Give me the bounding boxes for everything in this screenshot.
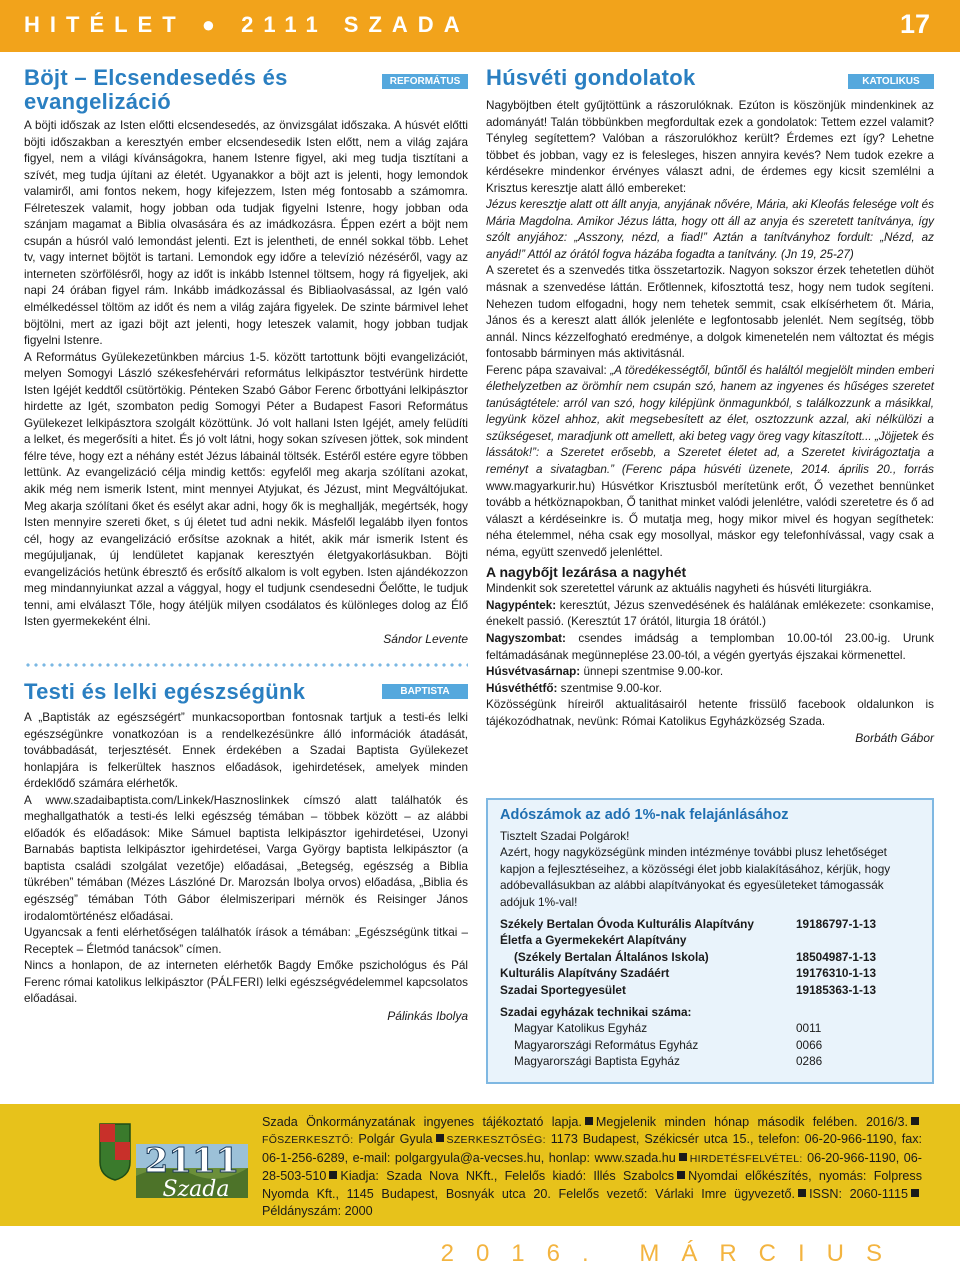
article-body-bojt [24,118,468,631]
article-head-testi [24,680,468,704]
imprint-footer [0,1104,960,1226]
article-title-bojt: Böjt – Elcsendesedés és evangelizáció [24,65,288,114]
imprint-key: SZERKESZTŐSÉG: [446,1134,546,1147]
imprint-line: Polgár Gyula [353,1132,433,1147]
imprint-line: 1173 Budapest, Székicsér utca 15., telefon: 06-20-966-1190, fax: 06-1-256-6289, e-mail: polgargyula@a-vecses.hu, honlap: www.szada.hu [262,1132,923,1165]
church-row [500,1037,920,1053]
square-bullet [679,1153,687,1161]
imprint-key: FŐSZERKESZTŐ: [262,1134,354,1147]
church-number: 0011 [796,1021,822,1036]
church-row [500,1020,920,1036]
paragraph: Nincs a honlapon, de az interneten elérhetők Bagdy Emőke pszichológus és Pál Ferenc római katolikus lelkipásztor (PÁLFERI) lelki egészségvédelemmel kapcsolatos előadásai. [24,959,468,1006]
imprint-text [262,1114,922,1220]
tax-number: 18504987-1-13 [796,949,877,964]
schedule-label: Húsvéthétfő: [486,681,558,695]
tax-greeting: Tisztelt Szadai Polgárok! [500,829,630,843]
article-title-husveti: Húsvéti gondolatok [486,65,696,90]
imprint-line: Kiadja: Szada Nova NKft., Felelős kiadó: Illés Szabolcs [340,1169,675,1184]
imprint-line: Nyomdai előkészítés, nyomás: Folpress Nyomda Kft., 1145 Budapest, Bosnyák utca 20. Felelős vezető: Várlaki Imre ügyvezető. [262,1169,922,1201]
paragraph: A böjti időszak az Isten előtti elcsendesedés, az önvizsgálat időszaka. A húsvét előtti böjti időszakban a keresztyén ember elcsendesedik Isten előtt, nem a világ zajára figyel, nem a világi kívánságokra, hanem Istenre figyel, aki meg tudja tisztítani a szívét, meg tudja újítani az életét. Ugyanakkor a böjt azt is jelenti, hogy lemondok valamiről, ami fontos nekem, hogy kifejezzem, Isten még fontosabb a számomra. Félreteszek valamit, hogy jobban oda tudjak figyelni Istenre, hogy jobban oda szánjam magamat a Biblia olvasására és az imádkozásra. Éppen ezért a böjt nem csupán a húsról való lemondást jelenti. Ezt is jelentheti, de ennél sokkal több. Lehet tv, vagy internet böjtöt is tartani. Lemondok egy időre a televízió nézéséről, vagy az interneten szörfölésről, hogy az időt is inkább Istennel töltsem, hogy rá figyeljek, aki napi 24 órában figyel rám. Inkább imádkozással és Bibliaolvasással, az Igén való elmélkedéssel töltöm az időt és nem a világ zajára figyelek. De szinte bármivel lehet böjtölni, mert az igazi böjt azt jelenti, hogy leteszek valamit, hogy jobban tudjak figyelni Istenre. [24,119,468,348]
quote-intro: Ferenc pápa szavaival: [486,363,611,377]
tax-number: 19176310-1-13 [796,966,877,981]
church-name: Magyarországi Baptista Egyház [514,1054,680,1069]
imprint-line: Példányszám: 2000 [262,1204,373,1219]
tax-row [500,949,920,965]
bible-quote: Jézus keresztje alatt ott állt anyja, anyjának nővére, Mária, aki Kleofás felesége volt és Mária Magdolna. Amikor Jézus látta, hogy ott áll az anyja és szeretett tanítványa, így szólt anyjához: „Asszony, nézd, a fiad!” Aztán a tanítványhoz fordult: „Nézd, az anyád!” Attól az órától fogva házába fogadta a tanítvány. (Jn 19, 25-27) [486,198,934,261]
schedule-label: Húsvétvasárnap: [486,665,581,679]
imprint-line: Megjelenik minden hónap második felében. 2016/3. [595,1115,909,1129]
tax-box-title: Adószámok az adó 1%-nak felajánlásához [500,807,789,823]
imprint-key: HIRDETÉSFELVÉTEL: [689,1152,803,1165]
page-header [0,0,960,52]
denomination-tag-reformatus: REFORMÁTUS [382,74,468,89]
square-bullet [585,1117,593,1125]
imprint-line: 06-20-966-1190, 06-28-503-510 [262,1150,922,1184]
denomination-tag-katolikus: KATOLIKUS [848,74,934,89]
left-column [24,66,468,1025]
org-name: Szadai Sportegyesület [500,982,626,997]
square-bullet [329,1171,337,1179]
church-name: Magyar Katolikus Egyház [514,1021,648,1036]
right-column [486,66,934,747]
church-number: 0066 [796,1037,823,1052]
paragraph: A www.szadaibaptista.com/Linkek/Hasznoslinkek címszó alatt találhatók és meghallgathatók a testi-és lelki egészség témában – többek között – az alábbi előadók és előadások: Mike Sámuel baptista lelkipásztor igehirdetései, Uzonyi Barnabás baptista lelkipásztor igehirdetései, Varga György baptista lelkipásztor (a baptista családi szolgálat vezetője) előadásai, „Betegség, egészség a Biblia tükrében” témában (Mézes Lászlóné Dr. Marozsán Ibolya orvos) előadása, „Biblia és egészség” témában Tóth Gábor élelmiszeripari mérnök és Reisinger János irodalomtörténész előadásai. [24,793,468,923]
imprint-line: Szada Önkormányzatának ingyenes tájékoztató lapja. [262,1115,582,1129]
schedule-label: Nagyszombat: [486,631,566,645]
article-body-testi [24,710,468,1008]
tax-row [500,932,920,948]
paragraph: Nagyböjtben ételt gyűjtöttünk a rászorulóknak. Ezúton is köszönjük mindenkinek az adományát! Talán többünkben megfordultak ezek a gondolatok: Tettem ezzel valamit? Tényleg segítettem? Valóban a rászorulókhoz került? Érdemes ezt így? Lehetne többet és jobban, vagy ez is felesleges, hiszen annyira kevés? Nem tudok ezekre a kérdésekre mindenkor érvényes választ adni, de érdemes egy kicsit szemlélni a Krisztus keresztje alatt álló embereket: [486,99,934,195]
paragraph [486,363,934,562]
schedule-item [486,681,934,698]
pope-quote: „A töredékességtől, bűntől és haláltól megjelölt minden emberi élethelyzetben az örömhír nem csupán szó, hanem az ingyenes és hűséges szeretet tanúságtétele: arról van szó, hogy kilépjünk önmagunkból, s találkozzunk a másikkal, legyünk közel ahhoz, akit megsebesített az élet, osztozzunk azzal, aki nélkülözi a szükségeset, maradjunk ott amellett, aki beteg vagy öreg vagy kitaszított... „Jöjjetek és lássátok!”: a Szeretet erősebb, a Szeretet életet ad, a Szeretet kivirágoztatja a reményt a sivatagban.” (Ferenc pápa húsvéti üzenete, 2014. április 20., forrás [486,363,934,477]
tax-row [500,965,920,981]
schedule-item [486,598,934,631]
logo-word: Szada [162,1177,230,1202]
tax-number: 19185363-1-13 [796,982,877,997]
org-name: Kulturális Alapítvány Szadáért [500,966,670,981]
author-signature: Pálinkás Ibolya [387,1008,468,1023]
paragraph-rest: Húsvétkor Krisztusból merítetünk erőt, Ő vezethet bennünket tovább a hétköznapokban, Ő tanithat minket valódi jelenlétre, valódi szeretetre és ő ad választ a kérdéseinkre is. Ő mutatja meg, hogy mikor mivel és hogyan segíthetek: néha ételemmel, néha csak egy mosollyal, máskor egy telefonhívással, vagy csak a néma, együtt szenvedő jelenléttel. [486,479,934,559]
schedule-text: ünnepi szentmise 9.00-kor. [580,665,724,679]
dotted-divider [24,660,468,670]
square-bullet [911,1117,919,1125]
schedule-text: csendes imádság a templomban 10.00-tól 23.00-ig. Urunk feltámadásának megünneplése 23.00-tól, a végén gyertyás éjszakai körmenettel. [486,631,934,662]
church-name: Magyarországi Református Egyház [514,1037,699,1052]
paragraph: A „Baptisták az egészségért” munkacsoportban fontosnak tartjuk a testi-és lelki egészségünkre vonatkozóan is a rendelkezésünkre álló információk átadását, továbbadását, terjesztését. Ennek érdekében a Szadai Baptista Gyülekezet honlapjára is felkerültek hasznos előadások, igehirdetések, amelyek minden érdeklődő számára elérhetők. [24,710,468,791]
schedule-text: szentmise 9.00-kor. [557,681,663,695]
schedule-item [486,664,934,681]
author-signature: Borbáth Gábor [855,731,934,746]
paragraph: A Református Gyülekezetünkben március 1-5. között tartottunk böjti evangelizációt, melyen Somogyi László székesfehérvári református lelkipásztor testvérünk hirdette Isten Igéjét keddtől csütörtökig. Pénteken Szabó Gábor Ferenc őrbottyáni lelkipásztor hirdette az Igét, szombaton pedig Somogyi Péter a Budapest Fasori Református Gyülekezet lelkipásztora szolgált közöttünk. Jó volt hallani Isten Igéjét, amely felüdíti a lelket, és megerősíti a hitet. És jó volt látni, hogy sokan szívesen jöttek, sok mindent félre téve, hogy ezt a néhány estét Jézus lábainál töltsék. Estéről estére egyre többen lettünk. Az evangelizáció célja mindig kettős: egyfelől meg akarja szólítani azokat, akik még nem ismerik Istent, mint mennyei Atyjukat, és Jézust, mint Megváltójukat. Meg akarja szólítani őket és esélyt akar adni, hogy ők is meghallják, megértsék, hogy Isten mennyire szereti őket, s új életet tud adni nekik. Másfelől legalább ilyen fontos cél, hogy az evangelizáció erősítse azoknak a hitét, akik már ismerik Istent és megújuljanak, új lendületet kapjanak keresztyén életgyakorlásukban. Böjti evangelizációs hetünk ébresztő és erősítő alkalom is volt egyben. Isten ajándékozzon meg mindannyiunkat azzal a vággyal, hogy el tudjunk csendesedni Őelőtte, le tudjuk tenni, ami elválaszt Tőle, hogy átéljük milyen csodálatos és különleges dolog az Élő Isten gyermekeként élni. [24,350,468,629]
paragraph: Ugyancsak a fenti elérhetőségen találhatók írások a témában: „Egészségünk titkai – Receptek – Életmód tanácsok” címen. [24,926,468,956]
page-number: 17 [899,9,930,39]
tax-row [500,982,920,998]
schedule-text: keresztút, Jézus szenvedésének és halálának emlékezete: csonkamise, énekelt passió. (Keresztút 17 órától, liturgia 18 órától.) [486,598,934,629]
imprint-line: ISSN: 2060-1115 [809,1186,908,1201]
subheading-nagyhet: A nagybőjt lezárása a nagyhét [486,564,687,581]
schedule-label: Nagypéntek: [486,598,557,612]
source-link[interactable]: www.magyarkurir.hu) [486,479,596,493]
issue-date: 2016. MÁRCIUS [440,1240,904,1267]
org-name: (Székely Bertalan Általános Iskola) [514,949,709,964]
square-bullet [677,1171,685,1179]
schedule-item [486,631,934,664]
article-body-husveti [486,98,934,730]
tax-number: 19186797-1-13 [796,917,877,932]
author-signature: Sándor Levente [383,631,468,646]
logo-graphic [96,1114,252,1210]
square-bullet [911,1189,919,1197]
logo-number: 2111 [144,1141,240,1181]
org-name: Életfa a Gyermekekért Alapítvány [500,933,687,948]
section-title: HITÉLET ● 2111 SZADA [24,12,470,37]
church-row [500,1053,920,1069]
article-head-husveti [486,66,934,90]
article-title-testi: Testi és lelki egészségünk [24,678,306,704]
paragraph: Közösségünk híreiről aktualitásairól hetente frissülő facebook oldalunkon is tájékozódhatnak, nevünk: Római Katolikus Egyházközség Szada. [486,698,934,728]
article-head-bojt [24,66,468,114]
paragraph: A szeretet és a szenvedés titka összetartozik. Nagyon sokszor érzek tehetetlen dühöt másnak a szenvedése láttán. Erőtlennek, kifosztottá tesz, hogy nem tudok segíteni. Nehezen tudom elfogadni, hogy nem tehetek semmit, csak elkísérhetem őt. Mária, János és a kereszt alatt állók jelenléte e legfontosabb jelenlét. Nem segítség, több annál. Nincs kézzelfogható eredménye, a dolgok kimenetelén nem változtat és mégis fontosabb bárminyen más aktivitásnál. [486,264,934,361]
denomination-tag-baptista: BAPTISTA [382,684,468,699]
szada-logo [96,1114,252,1210]
tax-row [500,916,920,932]
tax-intro: Azért, hogy nagyközségünk minden intézménye további plusz lehetőséget kapjon a fejlesztéseihez, a közösségi élet jobb kialakításához, kérjük, hogy adóbevallásukban az alábbi alapítványokat és egyesületeket támogassák adójuk 1%-val! [500,845,891,909]
paragraph: Mindenkit sok szeretettel várunk az aktuális nagyheti és húsvéti liturgiákra. [486,582,872,596]
church-heading: Szadai egyházak technikai száma: [500,1005,692,1020]
square-bullet [798,1189,806,1197]
square-bullet [436,1134,444,1142]
org-name: Székely Bertalan Óvoda Kulturális Alapítvány [500,917,754,932]
tax-donation-box [486,798,934,1084]
church-number: 0286 [796,1054,823,1069]
